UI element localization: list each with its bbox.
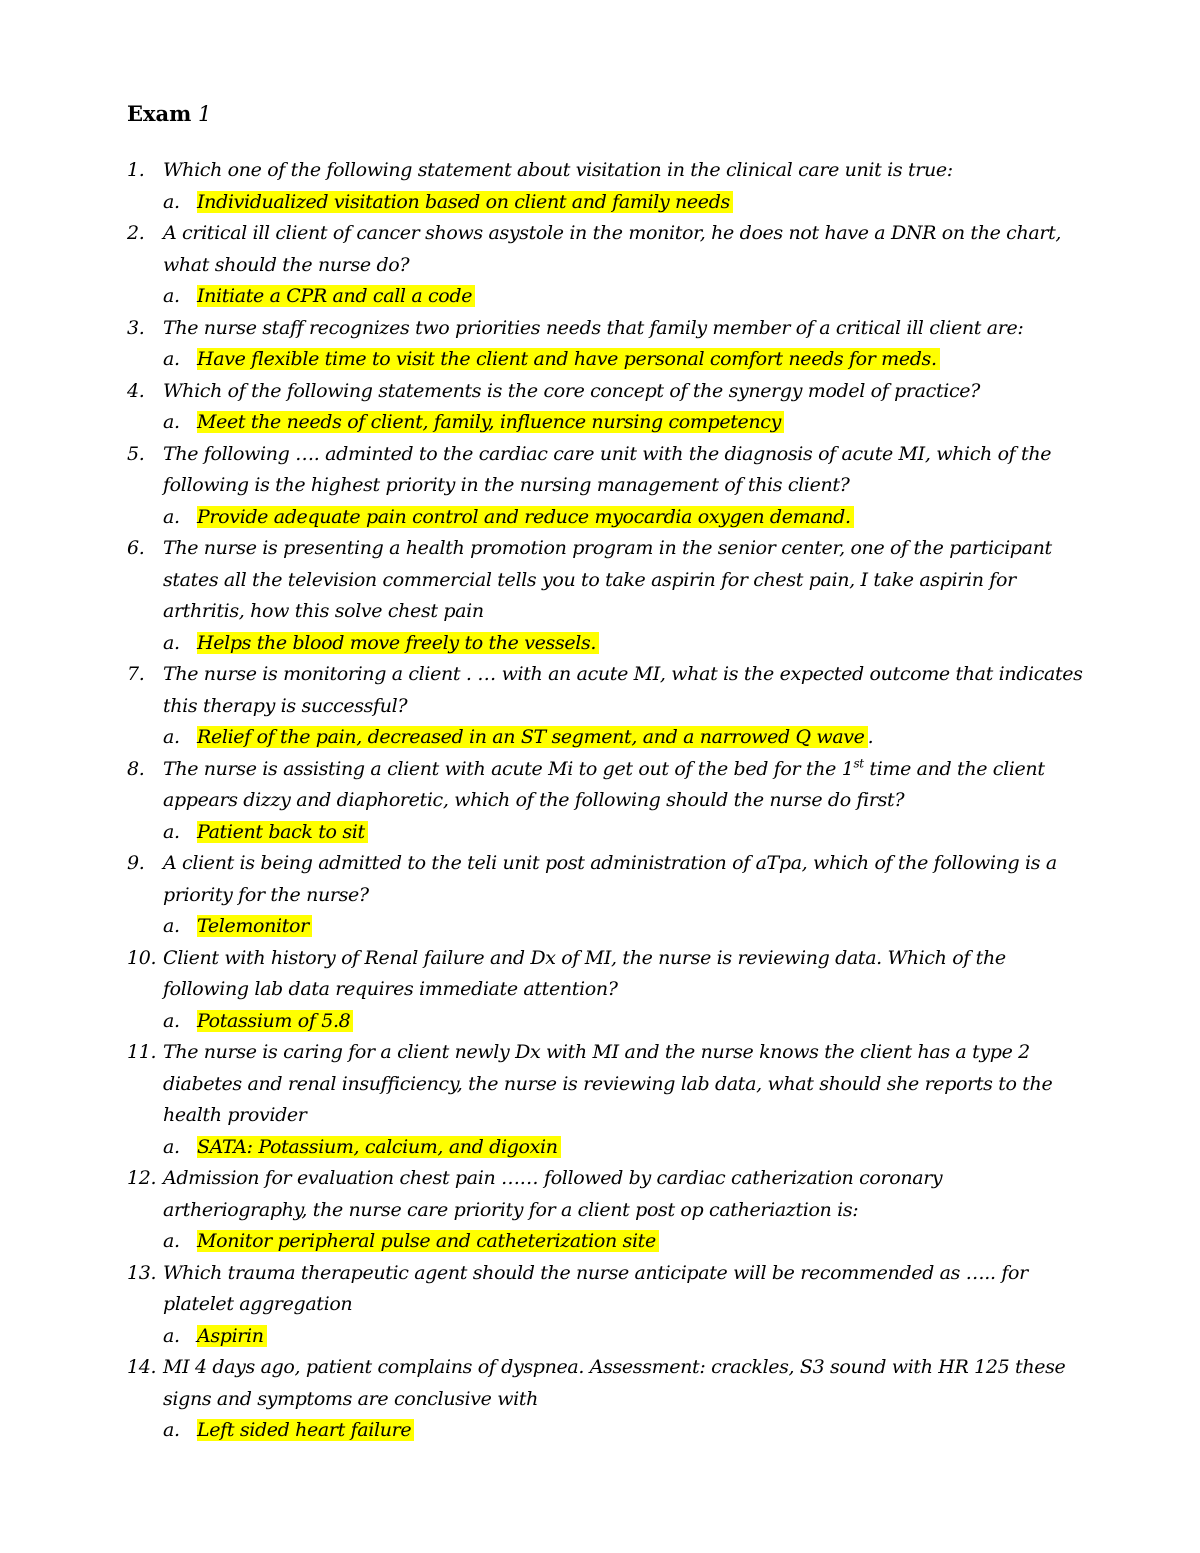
question-item bbox=[127, 1163, 1087, 1258]
question-item bbox=[127, 376, 1087, 439]
question-text: Which of the following statements is the core concept of the synergy model of practice? bbox=[163, 379, 980, 402]
question-item bbox=[127, 1352, 1087, 1447]
question-item bbox=[127, 754, 1087, 849]
question-text: Client with history of Renal failure and Dx of MI, the nurse is reviewing data. Which of the following lab data requires immediate attention? bbox=[163, 946, 1006, 1000]
answer-letter: a. bbox=[163, 820, 180, 843]
answer-highlight: Relief of the pain, decreased in an ST segment, and a narrowed Q wave bbox=[197, 726, 868, 748]
answer-highlight: Left sided heart failure bbox=[197, 1419, 414, 1441]
answer-suffix: . bbox=[867, 726, 874, 748]
answer-line bbox=[163, 722, 1087, 754]
answer-letter: a. bbox=[163, 505, 180, 528]
answer-line bbox=[163, 1321, 1087, 1353]
answer-letter: a. bbox=[163, 1230, 180, 1252]
answer-highlight: Provide adequate pain control and reduce myocardia oxygen demand. bbox=[197, 506, 854, 528]
answer-line bbox=[163, 407, 1087, 439]
answer-highlight: Potassium of 5.8 bbox=[197, 1010, 353, 1032]
answer-letter: a. bbox=[163, 348, 180, 370]
question-number: 5. bbox=[127, 442, 145, 465]
answer-letter: a. bbox=[163, 285, 180, 307]
question-text: A critical ill client of cancer shows asystole in the monitor, he does not have a DNR on the chart, what should the nurse do? bbox=[163, 222, 1062, 276]
question-item bbox=[127, 533, 1087, 659]
question-number: 12. bbox=[127, 1167, 157, 1189]
answer-letter: a. bbox=[163, 915, 180, 937]
answer-line bbox=[163, 281, 1087, 313]
question-number: 4. bbox=[127, 379, 145, 402]
title-word: Exam bbox=[127, 101, 192, 126]
answer-highlight: Patient back to sit bbox=[197, 821, 368, 843]
answer-highlight: SATA: Potassium, calcium, and digoxin bbox=[197, 1136, 561, 1158]
question-list bbox=[127, 155, 1087, 1447]
answer-highlight: Helps the blood move freely to the vessels. bbox=[197, 632, 599, 654]
question-text: The nurse is presenting a health promotion program in the senior center, one of the participant states all the television commercial tells you to take aspirin for chest pain, I take aspirin for arthritis, how this solve chest pain bbox=[163, 537, 1052, 622]
answer-line bbox=[163, 1132, 1087, 1164]
answer-line bbox=[163, 817, 1087, 849]
question-item bbox=[127, 1258, 1087, 1353]
question-number: 11. bbox=[127, 1041, 157, 1063]
question-number: 13. bbox=[127, 1261, 157, 1284]
question-number: 7. bbox=[127, 663, 145, 685]
answer-letter: a. bbox=[163, 1324, 180, 1347]
question-item bbox=[127, 943, 1087, 1038]
question-number: 8. bbox=[127, 757, 145, 780]
answer-line bbox=[163, 911, 1087, 943]
question-item bbox=[127, 1037, 1087, 1163]
answer-line bbox=[163, 187, 1087, 219]
answer-letter: a. bbox=[163, 190, 180, 213]
question-number: 10. bbox=[127, 946, 157, 969]
question-item bbox=[127, 659, 1087, 754]
question-item bbox=[127, 155, 1087, 218]
answer-highlight: Have flexible time to visit the client and have personal comfort needs for meds. bbox=[197, 348, 940, 370]
question-text-part: time and the client appears dizzy and diaphoretic, which of the following should the nurse do first? bbox=[163, 757, 1045, 811]
question-text: The nurse is caring for a client newly Dx with MI and the nurse knows the client has a type 2 diabetes and renal insufficiency, the nurse is reviewing lab data, what should she reports to the health provider bbox=[163, 1041, 1053, 1126]
question-number: 6. bbox=[127, 537, 145, 559]
question-number: 14. bbox=[127, 1356, 157, 1378]
question-number: 1. bbox=[127, 159, 145, 181]
answer-letter: a. bbox=[163, 726, 180, 748]
question-item bbox=[127, 313, 1087, 376]
answer-letter: a. bbox=[163, 1419, 180, 1441]
question-item bbox=[127, 218, 1087, 313]
question-text: Which one of the following statement about visitation in the clinical care unit is true: bbox=[163, 159, 953, 181]
answer-line bbox=[163, 344, 1087, 376]
answer-highlight: Meet the needs of client, family, influence nursing competency bbox=[197, 411, 784, 433]
answer-line bbox=[163, 1415, 1087, 1447]
question-number: 3. bbox=[127, 316, 145, 339]
question-text: A client is being admitted to the teli unit post administration of aTpa, which of the following is a priority for the nurse? bbox=[163, 852, 1057, 906]
question-text: The nurse is monitoring a client . … with an acute MI, what is the expected outcome that indicates this therapy is successful? bbox=[163, 663, 1083, 717]
answer-line bbox=[163, 1226, 1087, 1258]
question-text: Admission for evaluation chest pain …… followed by cardiac catherization coronary artheriography, the nurse care priority for a client post op catheriaztion is: bbox=[163, 1167, 943, 1221]
question-text bbox=[163, 754, 1087, 817]
question-item bbox=[127, 439, 1087, 534]
question-number: 9. bbox=[127, 852, 145, 874]
question-text: MI 4 days ago, patient complains of dyspnea. Assessment: crackles, S3 sound with HR 125 these signs and symptoms are conclusive with bbox=[163, 1356, 1066, 1410]
answer-line bbox=[163, 628, 1087, 660]
question-text: The following …. adminted to the cardiac care unit with the diagnosis of acute MI, which of the following is the highest priority in the nursing management of this client? bbox=[163, 442, 1052, 496]
question-text: Which trauma therapeutic agent should the nurse anticipate will be recommended as ….. for platelet aggregation bbox=[163, 1261, 1028, 1315]
answer-letter: a. bbox=[163, 411, 180, 433]
answer-line bbox=[163, 1006, 1087, 1038]
title-number: 1 bbox=[198, 102, 212, 126]
ordinal-suffix: st bbox=[853, 756, 864, 771]
answer-line bbox=[163, 502, 1087, 534]
answer-letter: a. bbox=[163, 1135, 180, 1158]
question-text: The nurse staff recognizes two priorities needs that family member of a critical ill client are: bbox=[163, 316, 1024, 339]
answer-highlight: Initiate a CPR and call a code bbox=[197, 285, 475, 307]
answer-letter: a. bbox=[163, 1009, 180, 1032]
question-number: 2. bbox=[127, 222, 145, 244]
answer-letter: a. bbox=[163, 631, 180, 654]
answer-highlight: Telemonitor bbox=[197, 915, 312, 937]
page-title bbox=[127, 100, 211, 128]
answer-highlight: Monitor peripheral pulse and catheterization site bbox=[197, 1230, 659, 1252]
question-item bbox=[127, 848, 1087, 943]
answer-highlight: Aspirin bbox=[197, 1325, 267, 1347]
question-text-part: The nurse is assisting a client with acute Mi to get out of the bed for the 1 bbox=[163, 757, 854, 780]
answer-highlight: Individualized visitation based on client and family needs bbox=[197, 191, 733, 213]
